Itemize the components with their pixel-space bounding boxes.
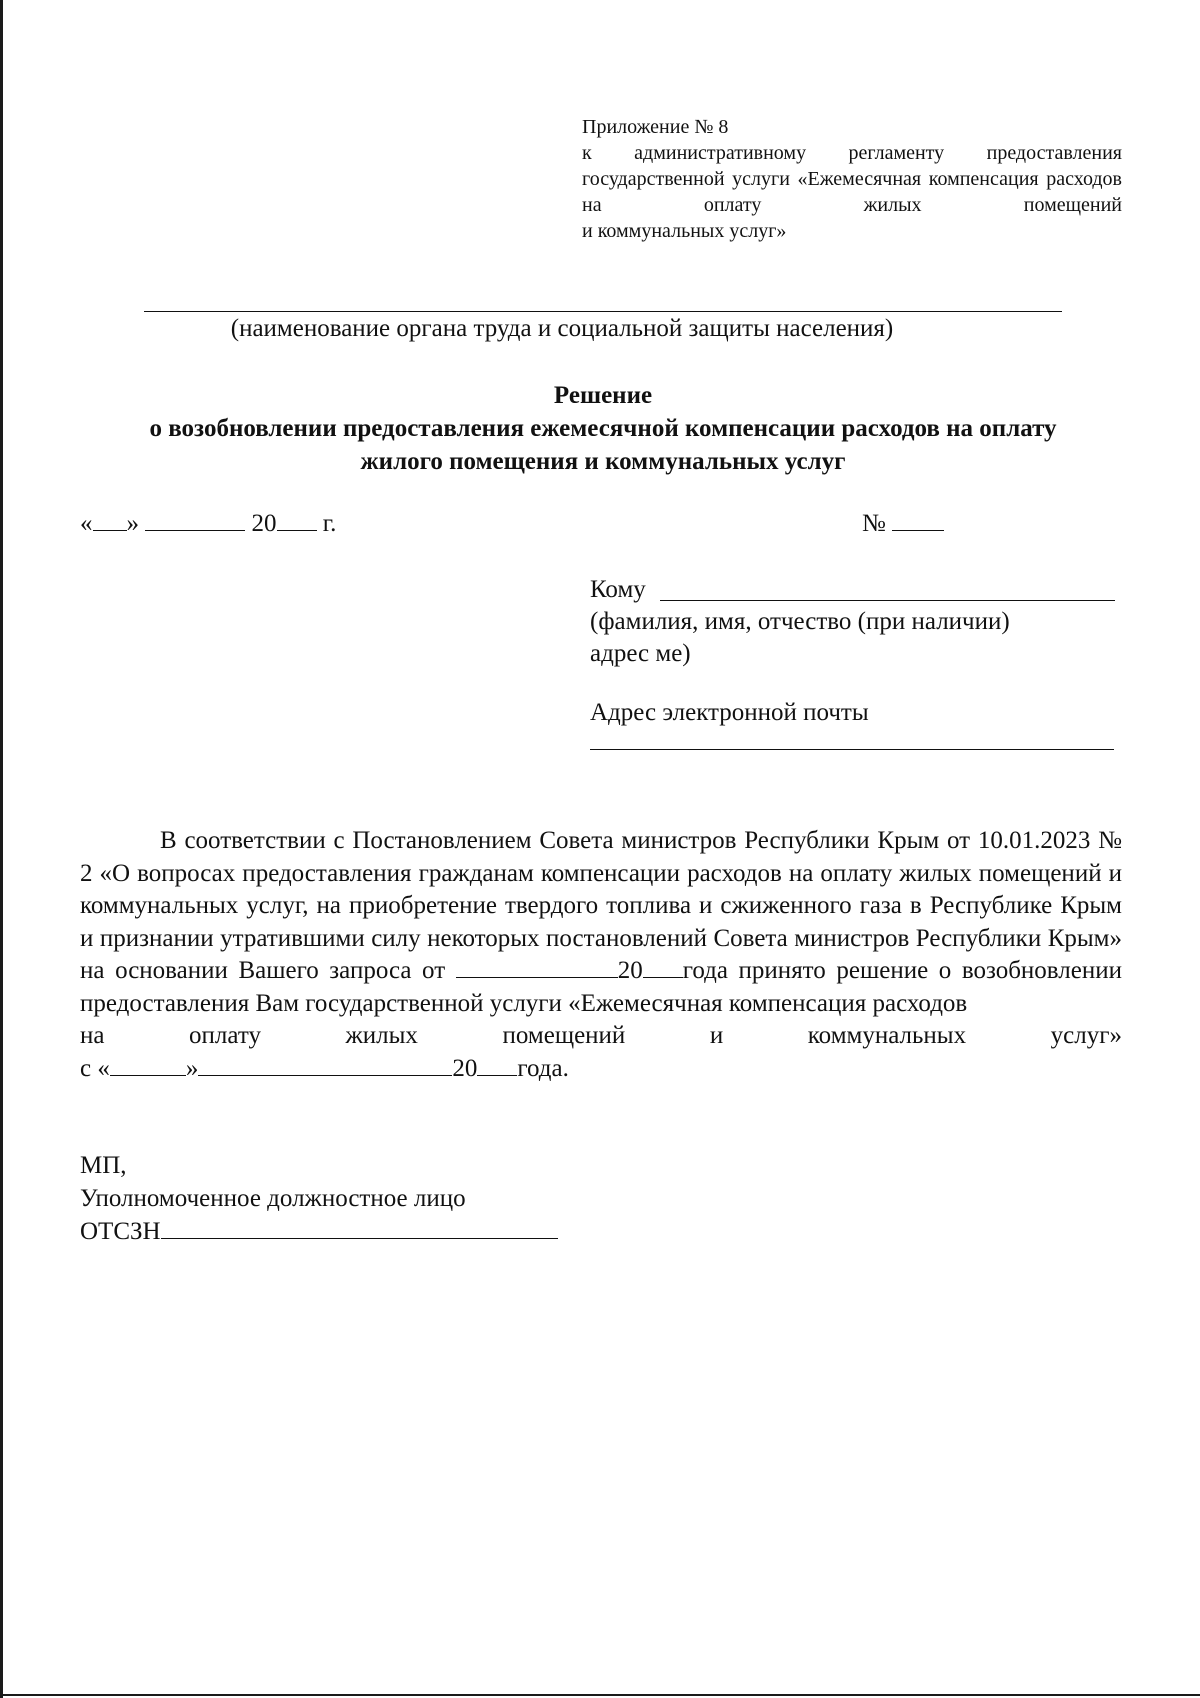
- date-suffix: г.: [322, 510, 337, 537]
- organization-caption: (наименование органа труда и социальной защиты населения): [230, 315, 894, 342]
- date-close-quote: »: [126, 510, 139, 537]
- date-open-quote: «: [80, 510, 93, 537]
- date-month-blank[interactable]: [145, 508, 245, 531]
- recipient-address-caption: адрес ме): [590, 640, 691, 667]
- resume-prefix: с «: [80, 1054, 110, 1082]
- otszn-row: [80, 1215, 558, 1248]
- recipient-email-blank[interactable]: [590, 749, 1114, 750]
- stamp-place: МП,: [80, 1152, 127, 1179]
- body-year-prefix: 20: [617, 957, 643, 984]
- organization-field-line[interactable]: [144, 311, 1062, 312]
- body-spread-line: на оплату жилых помещений и коммунальных услуг»: [80, 1022, 1122, 1049]
- resume-month-blank[interactable]: [198, 1053, 452, 1076]
- otszn-label: ОТСЗН: [80, 1218, 161, 1245]
- appendix-block: [582, 114, 1122, 244]
- number-sign: №: [862, 510, 886, 537]
- title-main: Решение: [553, 382, 653, 409]
- body-text-2: года принято решение о возобновлении предоставления Вам государственной услуги «Ежемесячная компенсация расходов: [80, 957, 1122, 1017]
- resume-year-prefix: 20: [452, 1054, 478, 1082]
- document-title: [80, 379, 1126, 478]
- resume-date-line: [80, 1053, 1122, 1086]
- title-line-3: жилого помещения и коммунальных услуг: [360, 448, 846, 475]
- date-year-prefix: 20: [251, 510, 277, 537]
- official-title: Уполномоченное должностное лицо: [80, 1185, 466, 1212]
- body-text-1: В соответствии с Постановлением Совета министров Республики Крым от 10.01.2023 № 2 «О вопросах предоставления гражданам компенсации расходов на оплату жилых помещений и коммунальных услуг, на приобретение твердого топлива и сжиженного газа в Республике Крым и признании утратившими силу некоторых постановлений Совета министров Республики Крым» на основании Вашего запроса от: [80, 827, 1122, 984]
- signature-blank[interactable]: [161, 1216, 558, 1239]
- decision-body: [80, 825, 1122, 1085]
- recipient-block: [590, 574, 1115, 750]
- recipient-to-label: Кому: [590, 576, 646, 603]
- date-day-blank[interactable]: [93, 508, 127, 531]
- number-field: [862, 508, 944, 540]
- signature-block: [80, 1149, 558, 1248]
- number-blank[interactable]: [892, 508, 944, 531]
- resume-quote-close: »: [185, 1054, 199, 1082]
- recipient-to-blank[interactable]: [660, 600, 1115, 601]
- appendix-text-last: и коммунальных услуг»: [582, 220, 787, 242]
- resume-year-blank[interactable]: [477, 1053, 517, 1076]
- request-year-blank[interactable]: [643, 955, 683, 978]
- appendix-text: к административному регламенту предоставления государственной услуги «Ежемесячная компенсация расходов на оплату жилых помещений: [582, 142, 1122, 216]
- date-field: [80, 508, 336, 540]
- recipient-fio-caption: (фамилия, имя, отчество (при наличии): [590, 608, 1010, 635]
- decision-paragraph: [80, 825, 1122, 1020]
- date-year-blank[interactable]: [277, 508, 317, 531]
- resume-suffix: года.: [517, 1054, 569, 1082]
- page-edge-left: [0, 0, 3, 1698]
- resume-day-blank[interactable]: [110, 1053, 186, 1076]
- title-line-2: о возобновлении предоставления ежемесячной компенсации расходов на оплату: [149, 415, 1057, 442]
- recipient-email-label: Адрес электронной почты: [590, 699, 869, 726]
- recipient-to-row: [590, 574, 1115, 606]
- appendix-number: Приложение № 8: [582, 116, 729, 138]
- page-edge-bottom: [0, 1694, 1200, 1696]
- request-date-blank[interactable]: [456, 955, 618, 978]
